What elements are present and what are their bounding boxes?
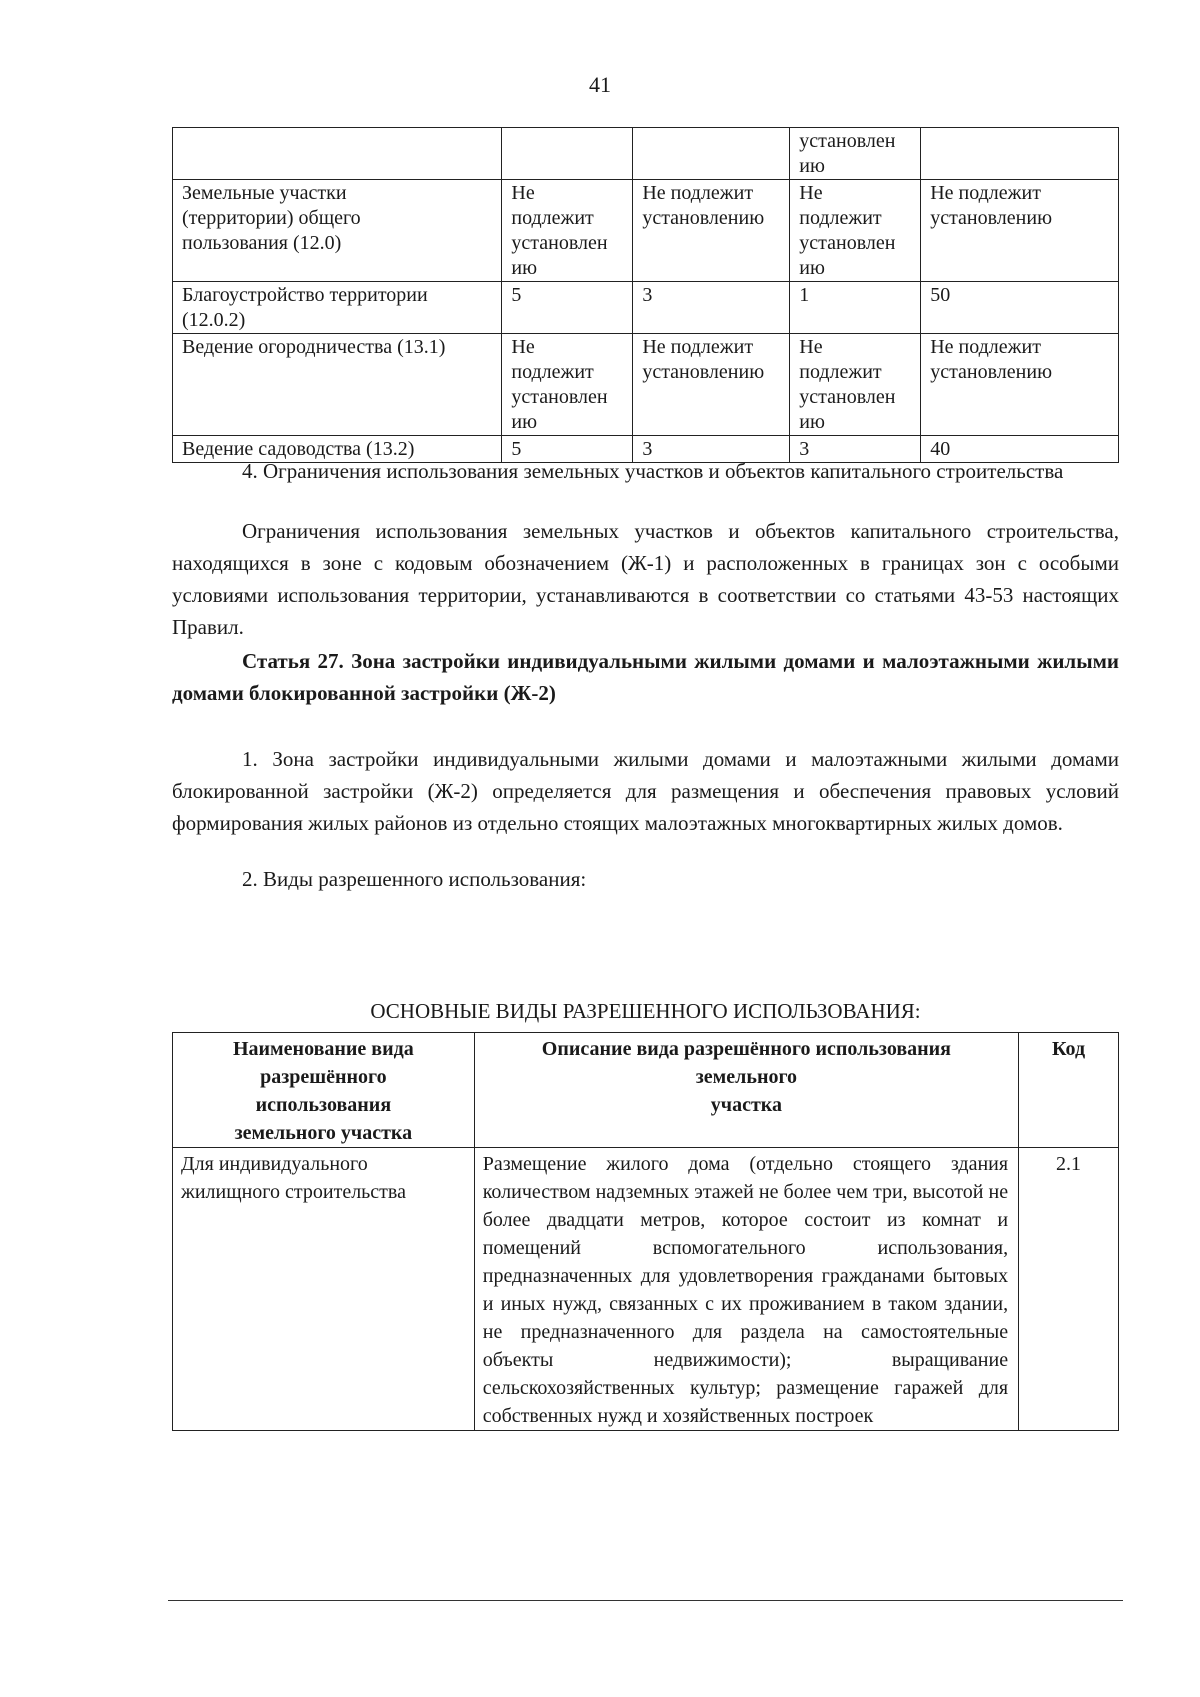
table-cell: Не подлежит установлен ию — [502, 180, 633, 282]
header-code: Код — [1019, 1033, 1119, 1148]
table-cell: Не подлежит установлению — [921, 180, 1119, 282]
zone-parameters-table — [172, 127, 1119, 463]
row-label: Благоустройство территории (12.0.2) — [173, 282, 502, 334]
footer-divider — [168, 1600, 1123, 1601]
table-cell: Не подлежит установлен ию — [790, 180, 921, 282]
table-cell: 40 — [921, 436, 1119, 463]
section-4-body: Ограничения использования земельных участков и объектов капитального строительства, находящихся в зоне с кодовым обозначением (Ж-1) и расположенных в границах зон с особыми условиями использования территории, устанавливаются в соответствии со статьями 43-53 настоящих Правил. — [172, 519, 1119, 639]
table-cell: 3 — [633, 436, 790, 463]
section-4-heading: 4. Ограничения использования земельных участков и объектов капитального строительства — [242, 459, 1064, 483]
use-description: Размещение жилого дома (отдельно стоящего здания количеством надземных этажей не более чем три, высотой не более двадцати метров, которое состоит из комнат и помещений вспомогательного использования, предназначенных для удовлетворения гражданами бытовых и иных нужд, связанных с их проживанием в таком здании, не предназначенного для раздела на самостоятельные объекты недвижимости); выращивание сельскохозяйственных культур; размещение гаражей для собственных нужд и хозяйственных построек — [474, 1148, 1018, 1431]
table-cell: Не подлежит установлению — [633, 334, 790, 436]
table-cell: Не подлежит установлен ию — [790, 334, 921, 436]
use-name: Для индивидуального жилищного строительства — [173, 1148, 475, 1431]
row-label — [173, 128, 502, 180]
table-cell: 3 — [633, 282, 790, 334]
table-cell: Не подлежит установлению — [633, 180, 790, 282]
table-cell: Не подлежит установлен ию — [502, 334, 633, 436]
page-number: 41 — [589, 72, 611, 97]
row-label: Земельные участки (территории) общего пользования (12.0) — [173, 180, 502, 282]
table-cell: Не подлежит установлению — [921, 334, 1119, 436]
table-row — [173, 180, 1119, 282]
table-row — [173, 334, 1119, 436]
header-name: Наименование вида разрешённого использования земельного участка — [173, 1033, 475, 1148]
table-cell: 1 — [790, 282, 921, 334]
article-27-title: Статья 27. Зона застройки индивидуальными жилыми домами и малоэтажными жилыми домами блокированной застройки (Ж-2) — [172, 649, 1119, 705]
table-cell: 5 — [502, 282, 633, 334]
permitted-uses-table — [172, 1032, 1119, 1431]
table-cell — [502, 128, 633, 180]
row-label: Ведение садоводства (13.2) — [173, 436, 502, 463]
table-row — [173, 282, 1119, 334]
header-description: Описание вида разрешённого использования земельного участка — [474, 1033, 1018, 1148]
table-cell: 5 — [502, 436, 633, 463]
row-label: Ведение огородничества (13.1) — [173, 334, 502, 436]
table-cell: установлен ию — [790, 128, 921, 180]
table-cell — [921, 128, 1119, 180]
article-27-paragraph-1: 1. Зона застройки индивидуальными жилыми домами и малоэтажными жилыми домами блокированной застройки (Ж-2) определяется для размещения и обеспечения правовых условий формирования жилых районов из отдельно стоящих малоэтажных многоквартирных жилых домов. — [172, 747, 1119, 835]
table-row — [173, 1148, 1119, 1431]
table-row — [173, 128, 1119, 180]
article-27-paragraph-2: 2. Виды разрешенного использования: — [242, 867, 587, 891]
table-header-row — [173, 1033, 1119, 1148]
table-cell — [633, 128, 790, 180]
table-cell: 50 — [921, 282, 1119, 334]
permitted-uses-caption: ОСНОВНЫЕ ВИДЫ РАЗРЕШЕННОГО ИСПОЛЬЗОВАНИЯ: — [370, 999, 921, 1023]
use-code: 2.1 — [1019, 1148, 1119, 1431]
table-cell: 3 — [790, 436, 921, 463]
